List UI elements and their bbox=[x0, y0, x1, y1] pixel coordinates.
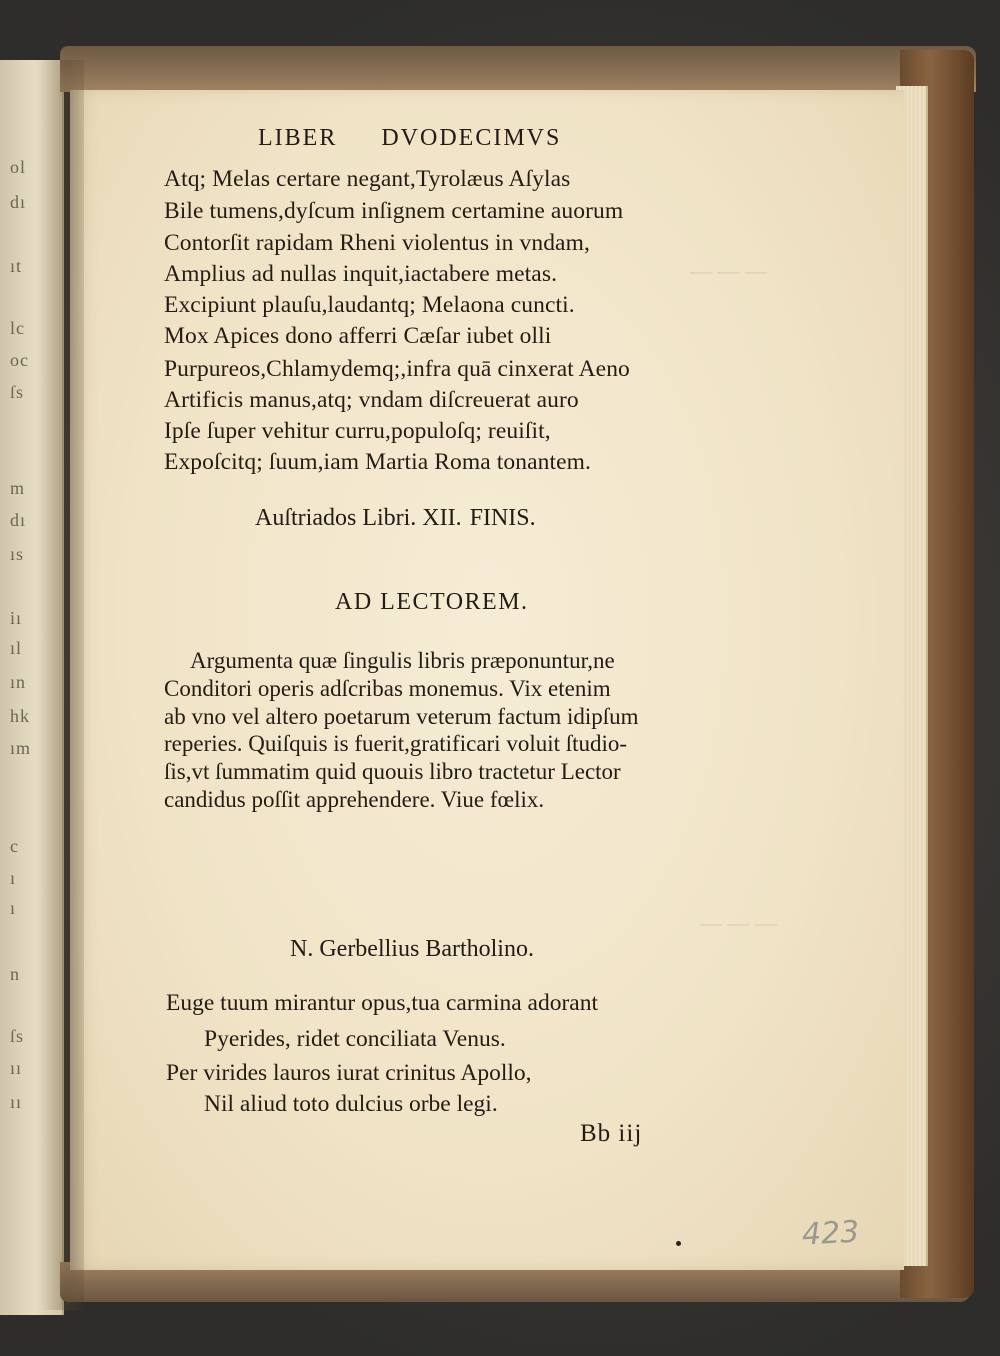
prose-line: reperies. Quiſquis is fuerit,gratificari voluit ſtudio- bbox=[164, 731, 628, 756]
previous-page-fragment: ol bbox=[10, 157, 27, 177]
running-head bbox=[258, 125, 561, 152]
epigram-signer: N. Gerbellius Bartholino. bbox=[290, 936, 534, 962]
show-through: ― ― ― bbox=[700, 910, 777, 935]
previous-page-fragment: dı bbox=[10, 192, 27, 212]
previous-page-fragment: ıs bbox=[10, 544, 25, 564]
verse-line: Expoſcitq; ſuum,iam Martia Roma tonantem. bbox=[164, 449, 592, 475]
previous-page-fragment: ı bbox=[10, 868, 17, 888]
verse-line: Purpureos,Chlamydemq;,infra quā cinxerat Aeno bbox=[164, 356, 630, 382]
verse-line: Artificis manus,atq; vndam diſcreuerat auro bbox=[164, 387, 579, 413]
colophon-text: Auſtriados Libri. XII. bbox=[255, 505, 462, 531]
epigram-line: Nil aliud toto dulcius orbe legi. bbox=[204, 1091, 498, 1117]
previous-page-fragment: m bbox=[10, 478, 26, 498]
ink-speck bbox=[676, 1241, 681, 1246]
section-heading: AD LECTOREM. bbox=[335, 589, 529, 615]
binding-top bbox=[60, 46, 976, 92]
previous-page-fragment: hk bbox=[10, 706, 30, 726]
epigram-line: Euge tuum mirantur opus,tua carmina adorant bbox=[166, 990, 599, 1016]
epigram-line: Pyerides, ridet conciliata Venus. bbox=[204, 1026, 506, 1052]
previous-page-fragment: ſs bbox=[10, 1026, 25, 1046]
previous-page-fragment: ıı bbox=[10, 1092, 23, 1112]
previous-page-fragment: ſs bbox=[10, 382, 25, 402]
previous-page-fragment: ım bbox=[10, 738, 32, 758]
previous-page-fragment: ın bbox=[10, 672, 27, 692]
previous-page-fragment: lc bbox=[10, 318, 25, 338]
previous-page-fragment: ıı bbox=[10, 1058, 23, 1078]
folio-number: 423 bbox=[801, 1214, 861, 1253]
prose-line: ab vno vel altero poetarum veterum factum idipſum bbox=[164, 704, 639, 729]
verse-line: Contorſit rapidam Rheni violentus in vndam, bbox=[164, 230, 590, 256]
signature-mark: Bb iij bbox=[580, 1120, 643, 1147]
show-through: ― ― ― bbox=[690, 258, 767, 283]
prose-line: Conditori operis adſcribas monemus. Vix etenim bbox=[164, 676, 611, 701]
running-head-word: LIBER bbox=[258, 125, 338, 151]
previous-page-fragment: iı bbox=[10, 608, 23, 628]
previous-page-fragment: n bbox=[10, 964, 20, 984]
previous-page-fragment: ıt bbox=[10, 256, 23, 276]
previous-page-fragment: c bbox=[10, 836, 19, 856]
previous-page-fragment: ıl bbox=[10, 638, 23, 658]
prose-line: candidus poſſit apprehendere. Viue fœlix. bbox=[164, 787, 545, 812]
previous-page-fragment: dı bbox=[10, 510, 27, 530]
previous-page-fragment: oc bbox=[10, 350, 29, 370]
prose-line: ſis,vt ſummatim quid quouis libro tractetur Lector bbox=[164, 759, 621, 784]
finis-word: FINIS. bbox=[469, 505, 536, 531]
verse-line: Atq; Melas certare negant,Tyrolæus Aſylas bbox=[164, 166, 571, 192]
epigram-line: Per virides lauros iurat crinitus Apollo, bbox=[166, 1060, 532, 1086]
colophon-line bbox=[255, 505, 536, 532]
previous-page-fragment: ı bbox=[10, 898, 17, 918]
verse-line: Ipſe ſuper vehitur curru,populoſq; reuiſit, bbox=[164, 418, 551, 444]
verse-line: Bile tumens,dyſcum inſignem certamine auorum bbox=[164, 198, 624, 224]
running-head-word: DVODECIMVS bbox=[381, 125, 562, 151]
gutter-shadow bbox=[40, 60, 84, 1310]
verse-line: Excipiunt plauſu,laudantq; Melaona cuncti. bbox=[164, 292, 575, 318]
prose-line: Argumenta quæ ſingulis libris præponuntur,ne bbox=[190, 648, 615, 673]
verse-line: Amplius ad nullas inquit,iactabere metas. bbox=[164, 261, 558, 287]
verse-line: Mox Apices dono afferri Cæſar iubet olli bbox=[164, 323, 552, 349]
